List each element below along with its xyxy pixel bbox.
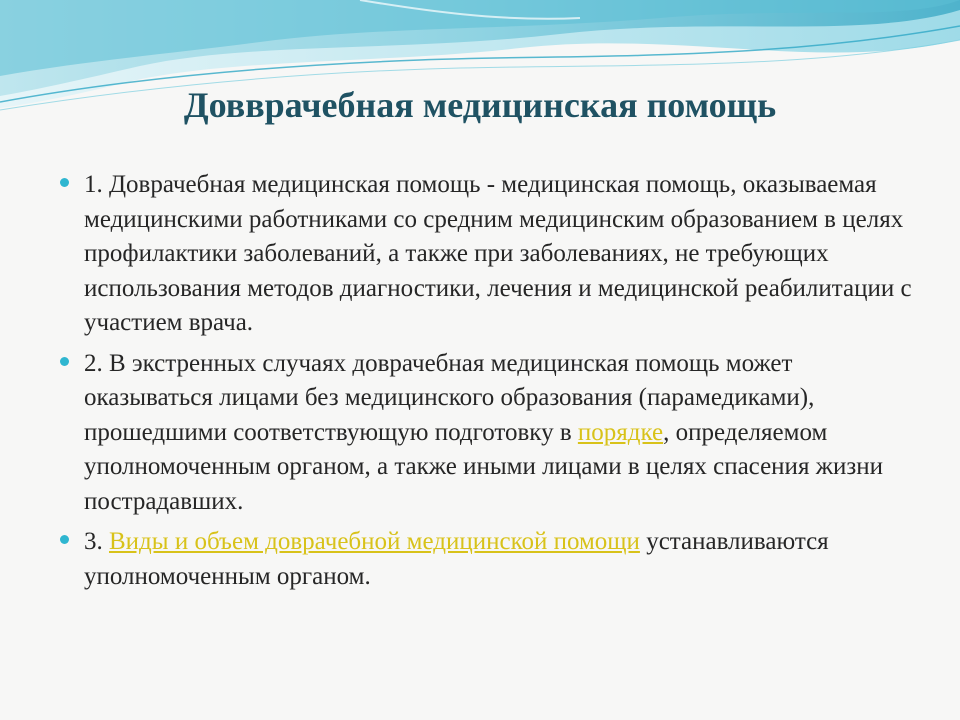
item-text-before: 3. (84, 528, 109, 555)
types-and-volume-link[interactable]: Виды и объем доврачебной медицинской помощи (109, 528, 640, 555)
item-text: 1. Доврачебная медицинская помощь - медицинская помощь, оказываемая медицинскими работниками со средним медицинским образованием в целях профилактики заболеваний, а также при заболеваниях, не требующих использования методов диагностики, лечения и медицинской реабилитации с участием врача. (84, 171, 912, 336)
page-title: Довврачебная медицинская помощь (183, 85, 777, 125)
item-text-after: устанавливаются уполномоченным органом. (84, 528, 829, 590)
order-link[interactable]: порядке (577, 418, 664, 446)
bullet-icon (60, 178, 69, 187)
list-item (60, 347, 920, 520)
bullet-icon (60, 535, 69, 544)
bullet-icon (60, 357, 69, 366)
list-item (60, 168, 920, 341)
item-text-after: , определяемом уполномоченным органом, а также иными лицами в целях спасения жизни пострадавших. (84, 418, 883, 515)
list-item (60, 525, 920, 594)
bullet-list (60, 168, 920, 600)
item-text-before: 2. В экстренных случаях доврачебная медицинская помощь может оказываться лицами без медицинского образования (парамедиками), прошедшими соответствующую подготовку в (84, 349, 815, 446)
